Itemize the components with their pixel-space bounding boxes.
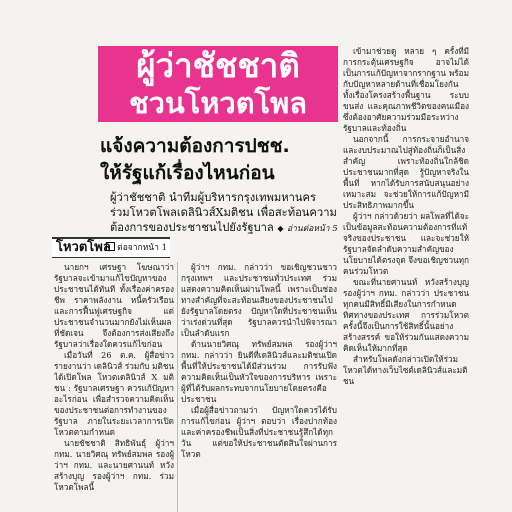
paragraph: ผู้ว่าฯ กล่าวด้วยว่า ผลโพลที่ได้จะเป็นข้อมูลสะท้อนความต้องการที่แท้จริงของประชาชน และจะช่วยให้รัฐบาลจัดลำดับความสำคัญของนโยบายได้ตรงจุด จึงขอเชิญชวนทุกคนร่วมโหวต bbox=[343, 211, 469, 276]
paragraph: นอกจากนี้ การกระจายอำนาจและงบประมาณไปสู่ท้องถิ่นก็เป็นสิ่งสำคัญ เพราะท้องถิ่นใกล้ชิดประชาชนมากที่สุด รู้ปัญหาจริงในพื้นที่ หากได้รับการสนับสนุนอย่างเหมาะสม จะช่วยให้การแก้ปัญหามีประสิทธิภาพมากขึ้น bbox=[343, 134, 469, 210]
subheadline-line-2: ให้รัฐแก้เรื่องไหนก่อน bbox=[100, 162, 275, 184]
paragraph: สำหรับโพลดังกล่าวเปิดให้ร่วมโหวตได้ทางเว็บไซต์เดลินิวส์และมติชน bbox=[343, 354, 468, 386]
headline-line-2: ชวนโหวตโพล bbox=[128, 86, 308, 120]
checkbox-square-icon bbox=[106, 242, 115, 251]
paragraph: ขณะที่นายศานนท์ หวังสร้างบุญ รองผู้ว่าฯ กทม. กล่าวว่า ประชาชนทุกคนมีสิทธิ์มีเสียงในการกำหนดทิศทางของประเทศ การร่วมโหวตครั้งนี้จึงเป็นการใช้สิทธิ์นั้นอย่างสร้างสรรค์ ขอให้ร่วมกันแสดงความคิดเห็นให้มากที่สุด bbox=[343, 277, 469, 353]
paragraph: นายกฯ เศรษฐา โฆษณาว่า รัฐบาลจะเข้ามาแก้ไขปัญหาของประชาชนได้ทันที ทั้งเรื่องค่าครองชีพ ราคาพลังงาน หนี้ครัวเรือน และการฟื้นฟูเศรษฐกิจ แต่ประชาชนจำนวนมากยังไม่เห็นผลที่ชัดเจน จึงต้องการส่งเสียงถึงรัฐบาลว่าเรื่องใดควรแก้ไขก่อน bbox=[54, 262, 174, 349]
paragraph: นายชัชชาติ สิทธิพันธุ์ ผู้ว่าฯ กทม. นายวิศณุ ทรัพย์สมพล รองผู้ว่าฯ กทม. และนายศานนท์ หวังสร้างบุญ รองผู้ว่าฯ กทม. ร่วมโหวตโพลนี้ bbox=[54, 438, 174, 492]
intro-ref-icon: ◆ bbox=[277, 224, 284, 233]
subheadline-line-1: แจ้งความต้องการปชช. bbox=[100, 135, 290, 157]
paragraph: เข้ามาช่วยดู หลาย ๆ ครั้งที่มีการกระตุ้นเศรษฐกิจ อาจไม่ได้เป็นการแก้ปัญหาจากรากฐาน พร้อมกับปัญหาหลายด้านที่เชื่อมโยงกัน ทั้งเรื่องโครงสร้างพื้นฐาน ระบบขนส่ง และคุณภาพชีวิตของคนเมือง ซึ่งต้องอาศัยความร่วมมือระหว่างรัฐบาลและท้องถิ่น bbox=[343, 46, 469, 133]
headline-banner bbox=[98, 46, 338, 122]
article-column-left bbox=[54, 262, 174, 512]
column-divider bbox=[177, 262, 178, 512]
intro-line-3-text: ต้องการของประชาชนไปยังรัฐบาล bbox=[110, 221, 274, 234]
paragraph: เมื่อผู้สื่อข่าวถามว่า ปัญหาใดควรได้รับการแก้ไขก่อน ผู้ว่าฯ ตอบว่า เรื่องปากท้องและค่าครองชีพเป็นสิ่งที่ประชาชนรู้สึกได้ทุกวัน แต่ขอให้ประชาชนตัดสินใจผ่านการโหวต bbox=[181, 405, 337, 459]
intro-line-3 bbox=[110, 220, 346, 237]
column-label-ref-text: ต่อจากหน้า 1 bbox=[117, 243, 167, 253]
paragraph: เมื่อวันที่ 26 ต.ค. ผู้สื่อข่าวรายงานว่า เดลินิวส์ ร่วมกับ มติชน ได้เปิดโพล โหวตเดลินิวส์ X มติชน : รัฐบาลเศรษฐา ควรแก้ปัญหาอะไรก่อน เพื่อสำรวจความคิดเห็นของประชาชนต่อการทำงานของรัฐบาล ภายในระยะเวลาการเปิดโหวตตามกำหนด bbox=[54, 350, 174, 437]
paragraph: ด้านนายวิศณุ ทรัพย์สมพล รองผู้ว่าฯ กทม. กล่าวว่า ยินดีที่เดลินิวส์และมติชนเปิดพื้นที่ให้ประชาชนได้มีส่วนร่วม การรับฟังความคิดเห็นเป็นหัวใจของการบริหาร เพราะผู้ที่ได้รับผลกระทบจากนโยบายโดยตรงคือประชาชน bbox=[181, 339, 337, 404]
column-label bbox=[52, 237, 170, 258]
headline-line-1: ผู้ว่าชัชชาติ bbox=[136, 46, 300, 85]
intro-page-ref: อ่านต่อหน้า 5 bbox=[287, 224, 338, 234]
paragraph: ผู้ว่าฯ กทม. กล่าวว่า ขอเชิญชวนชาวกรุงเทพฯ และประชาชนทั่วประเทศ ร่วมแสดงความคิดเห็นผ่านโพลนี้ เพราะเป็นช่องทางสำคัญที่จะสะท้อนเสียงของประชาชนไปยังรัฐบาลโดยตรง ปัญหาใดที่ประชาชนเห็นว่าเร่งด่วนที่สุด รัฐบาลควรนำไปพิจารณาเป็นลำดับแรก bbox=[181, 262, 337, 338]
article-column-middle bbox=[181, 262, 337, 512]
intro-line-1: ผู้ว่าชัชชาติ นำทีมผู้บริหารกรุงเทพมหานคร bbox=[110, 191, 317, 204]
column-label-ref bbox=[106, 242, 167, 254]
intro-line-2: ร่วมโหวตโพลเดลินิวส์Xมติชน เพื่อสะท้อนความ bbox=[110, 206, 337, 219]
article-column-right bbox=[343, 46, 469, 512]
column-label-name: โหวตโพล bbox=[56, 240, 111, 255]
